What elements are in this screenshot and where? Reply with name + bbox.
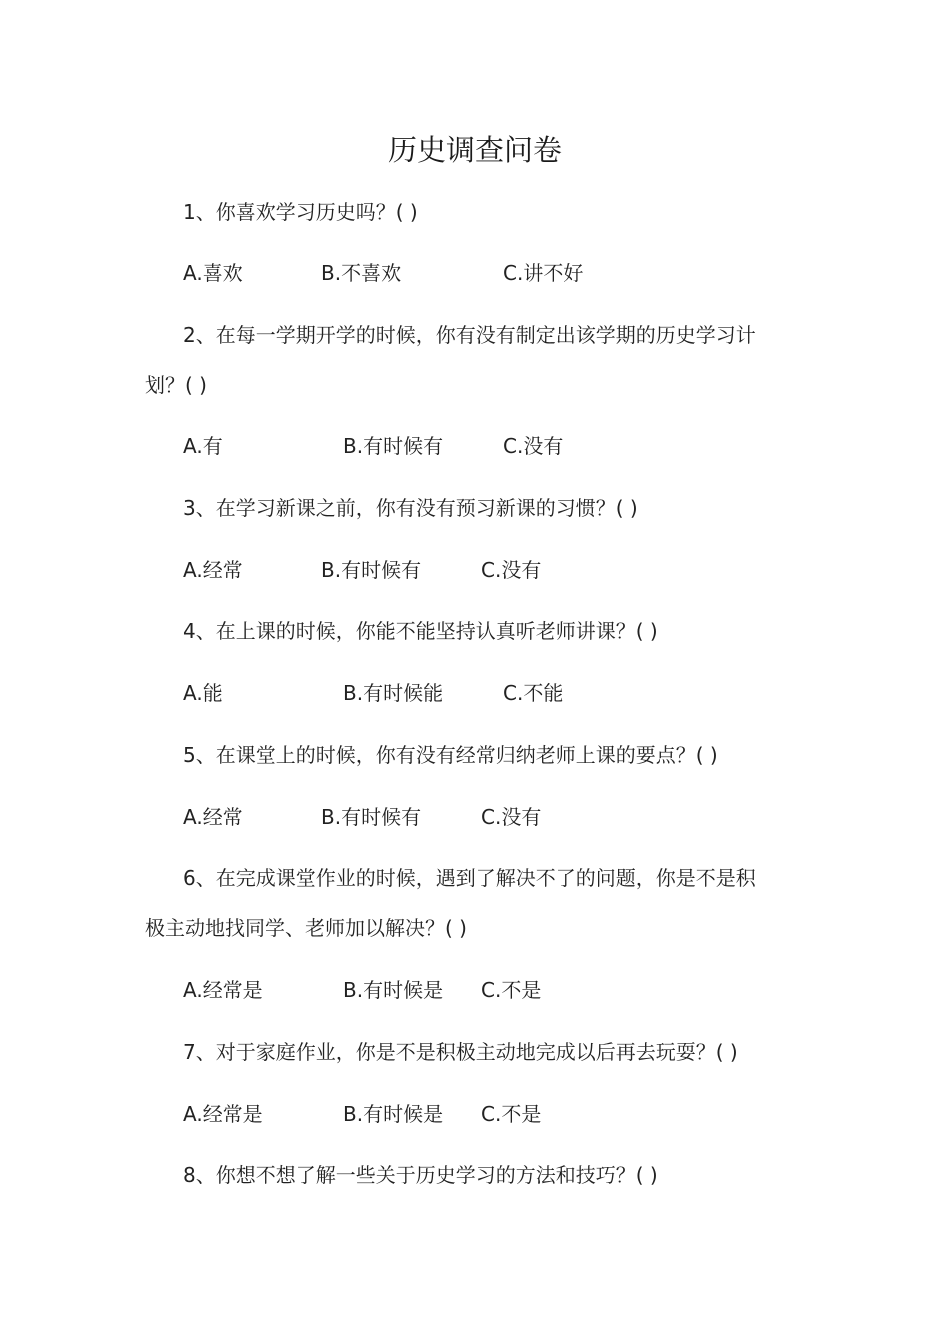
question-5: 5、在课堂上的时候，你有没有经常归纳老师上课的要点？( ) [183, 743, 718, 767]
q4-option-c: C.不能 [503, 681, 564, 705]
q2-option-b: B.有时候有 [343, 434, 444, 458]
question-6: 6、在完成课堂作业的时候，遇到了解决不了的问题，你是不是积 [183, 866, 756, 890]
q7-option-a: A.经常是 [183, 1102, 263, 1126]
question-8: 8、你想不想了解一些关于历史学习的方法和技巧？( ) [183, 1163, 658, 1187]
q6-option-c: C.不是 [481, 978, 542, 1002]
q1-option-a: A.喜欢 [183, 261, 243, 285]
q6-option-b: B.有时候是 [343, 978, 444, 1002]
q4-option-b: B.有时候能 [343, 681, 444, 705]
q7-option-c: C.不是 [481, 1102, 542, 1126]
question-7: 7、对于家庭作业，你是不是积极主动地完成以后再去玩耍？( ) [183, 1040, 738, 1064]
question-4: 4、在上课的时候，你能不能坚持认真听老师讲课？( ) [183, 619, 658, 643]
q5-option-c: C.没有 [481, 805, 542, 829]
q2-option-a: A.有 [183, 434, 223, 458]
question-1: 1、你喜欢学习历史吗？( ) [183, 200, 418, 224]
question-6-continued: 极主动地找同学、老师加以解决？( ) [145, 916, 467, 940]
q1-option-b: B.不喜欢 [321, 261, 402, 285]
q3-option-c: C.没有 [481, 558, 542, 582]
question-2: 2、在每一学期开学的时候，你有没有制定出该学期的历史学习计 [183, 323, 756, 347]
question-3: 3、在学习新课之前，你有没有预习新课的习惯？( ) [183, 496, 638, 520]
q3-option-b: B.有时候有 [321, 558, 422, 582]
q4-option-a: A.能 [183, 681, 223, 705]
q2-option-c: C.没有 [503, 434, 564, 458]
q5-option-a: A.经常 [183, 805, 243, 829]
page-title: 历史调查问卷 [387, 133, 562, 167]
q3-option-a: A.经常 [183, 558, 243, 582]
q1-option-c: C.讲不好 [503, 261, 584, 285]
question-2-continued: 划？( ) [145, 373, 207, 397]
q5-option-b: B.有时候有 [321, 805, 422, 829]
q7-option-b: B.有时候是 [343, 1102, 444, 1126]
q6-option-a: A.经常是 [183, 978, 263, 1002]
